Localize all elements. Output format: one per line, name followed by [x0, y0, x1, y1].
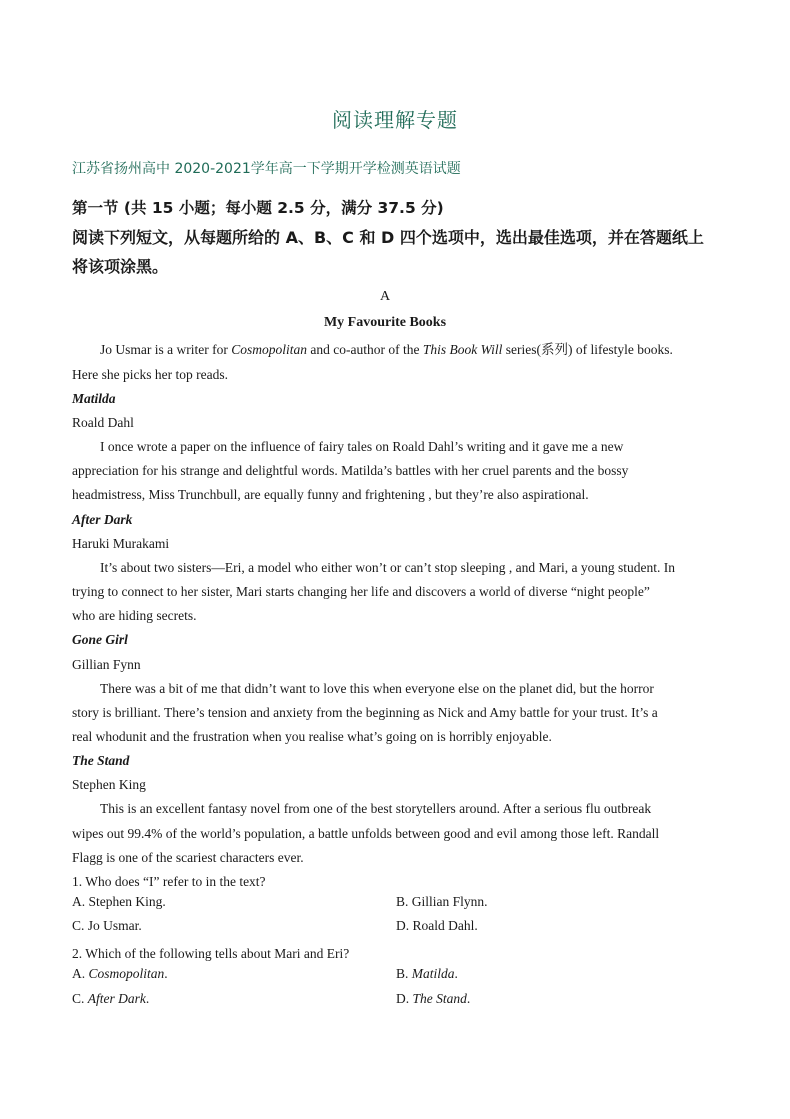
book-title: The Stand [72, 753, 130, 768]
option-d: D. Roald Dahl. [396, 918, 478, 933]
review-line: There was a bit of me that didn’t want to love this when everyone else on the planet did, but the horror [100, 681, 654, 696]
option-d [396, 991, 470, 1007]
question-stem: 1. Who does “I” refer to in the text? [72, 874, 266, 889]
option-letter: B. [396, 966, 412, 981]
instructions-line-2: 将该项涂黑。 [72, 257, 169, 276]
book-title: Matilda [72, 391, 116, 406]
review-line: story is brilliant. There’s tension and anxiety from the beginning as Nick and Amy battle for your trust. It’s a [72, 705, 658, 720]
option-text: After Dark [87, 991, 146, 1006]
intro-line-2: Here she picks her top reads. [72, 367, 228, 382]
book-author: Gillian Fynn [72, 657, 141, 672]
option-c: C. Jo Usmar. [72, 918, 142, 933]
option-a [72, 966, 168, 982]
option-punct: . [164, 966, 168, 981]
review-line: wipes out 99.4% of the world’s population, a battle unfolds between good and evil among those left. Randall [72, 826, 660, 841]
review-line: trying to connect to her sister, Mari starts changing her life and discovers a world of diverse “night people” [72, 584, 650, 599]
book-author: Roald Dahl [72, 415, 134, 430]
intro-text: series(系列) of lifestyle books. [502, 342, 673, 357]
option-punct: . [454, 966, 458, 981]
option-letter: A. [72, 966, 89, 981]
section-heading: 第一节 (共 15 小题；每小题 2.5 分，满分 37.5 分) [72, 199, 444, 217]
option-text: The Stand [412, 991, 467, 1006]
option-letter: C. [72, 991, 88, 1006]
option-b: B. Gillian Flynn. [396, 894, 488, 909]
page-title: 阅读理解专题 [332, 108, 458, 132]
option-letter: D. [396, 991, 413, 1006]
review-line: real whodunit and the frustration when you realise what’s going on is horribly enjoyable. [72, 729, 552, 744]
book-title: After Dark [72, 512, 133, 527]
review-line: who are hiding secrets. [72, 608, 197, 623]
review-line: It’s about two sisters—Eri, a model who either won’t or can’t stop sleeping , and Mari, a young student. In [100, 560, 676, 575]
question-stem: 2. Which of the following tells about Mari and Eri? [72, 946, 350, 961]
instructions-line-1: 阅读下列短文，从每题所给的 A、B、C 和 D 四个选项中，选出最佳选项，并在答题纸上 [72, 228, 704, 247]
review-line: headmistress, Miss Trunchbull, are equally funny and frightening , but they’re also aspirational. [72, 487, 589, 502]
review-line: This is an excellent fantasy novel from one of the best storytellers around. After a serious flu outbreak [100, 801, 652, 816]
option-a: A. Stephen King. [72, 894, 166, 909]
option-b [396, 966, 458, 982]
book-author: Stephen King [72, 777, 146, 792]
exam-source: 江苏省扬州高中 2020-2021学年高一下学期开学检测英语试题 [72, 161, 461, 177]
option-text: Matilda [411, 966, 455, 981]
book-author: Haruki Murakami [72, 536, 170, 551]
intro-magazine: Cosmopolitan [231, 342, 307, 357]
option-punct: . [466, 991, 471, 1006]
book-title: Gone Girl [72, 632, 128, 647]
intro-line-1 [100, 338, 700, 362]
intro-text: and co-author of the [306, 342, 423, 357]
option-punct: . [145, 991, 150, 1006]
review-line: appreciation for his strange and delightful words. Matilda’s battles with her cruel parents and the bossy [72, 463, 629, 478]
option-c [72, 991, 149, 1007]
intro-text: Jo Usmar is a writer for [100, 342, 232, 357]
passage-letter: A [379, 289, 391, 304]
option-text: Cosmopolitan [88, 966, 165, 981]
instructions [72, 223, 712, 281]
passage-title: My Favourite Books [323, 315, 447, 330]
review-line: Flagg is one of the scariest characters ever. [72, 850, 304, 865]
intro-series: This Book Will [422, 342, 503, 357]
review-line: I once wrote a paper on the influence of fairy tales on Roald Dahl’s writing and it gave me a new [100, 439, 624, 454]
